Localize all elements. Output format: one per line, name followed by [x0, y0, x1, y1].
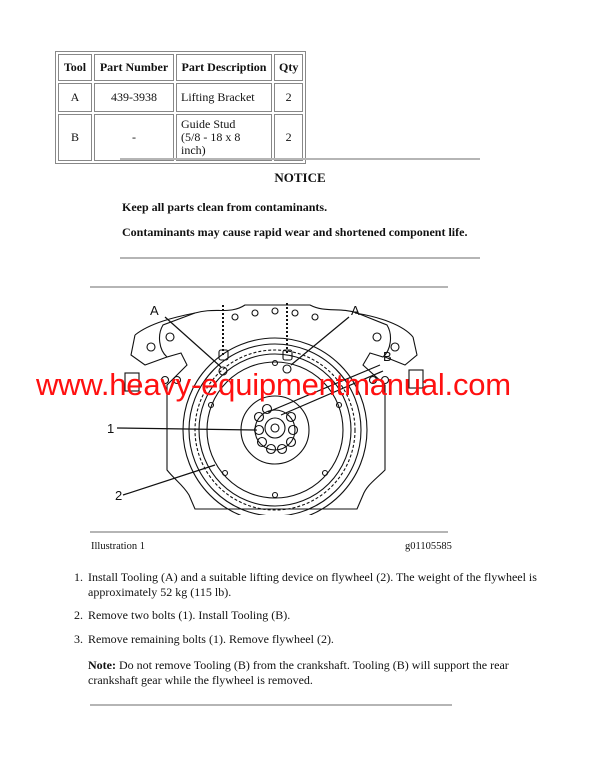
notice-top-divider [120, 158, 480, 160]
flywheel-illustration [95, 295, 455, 515]
description-line-2: (5/8 - 18 x 8 inch) [181, 130, 241, 157]
cell-qty: 2 [274, 83, 303, 112]
cell-description: Lifting Bracket [176, 83, 272, 112]
cell-tool: A [58, 83, 92, 112]
watermark-text: www.heavy-equipmentmanual.com [36, 367, 511, 402]
notice-line-1: Keep all parts clean from contaminants. [122, 200, 328, 214]
note-text: Do not remove Tooling (B) from the crankshaft. Tooling (B) will support the rear crankshaft gear while the flywheel is removed. [88, 658, 509, 687]
callout-b: B [383, 349, 392, 364]
step-text: Install Tooling (A) and a suitable lifting device on flywheel (2). The weight of the flywheel is approximately 52 kg (115 lb). [88, 570, 537, 599]
callout-2: 2 [115, 488, 123, 503]
illustration-id: g01105585 [405, 541, 452, 552]
callout-a-right: A [351, 303, 360, 318]
note-label: Note: [88, 658, 116, 672]
step-number: 3. [74, 632, 83, 646]
illustration-top-divider [90, 286, 448, 288]
step-number: 2. [74, 608, 83, 622]
step-text: Remove two bolts (1). Install Tooling (B). [88, 608, 291, 622]
notice-title: NOTICE [274, 170, 326, 185]
cell-part-number: 439-3938 [94, 83, 174, 112]
callout-1: 1 [107, 421, 115, 436]
cell-description [176, 114, 272, 161]
header-tool: Tool [58, 54, 92, 81]
table-row [58, 83, 303, 112]
illustration-caption: Illustration 1 [91, 541, 145, 552]
note [88, 658, 538, 688]
callout-a-left: A [150, 303, 159, 318]
table-row [58, 114, 303, 161]
step-text: Remove remaining bolts (1). Remove flywheel (2). [88, 632, 334, 646]
cell-part-number: - [94, 114, 174, 161]
description-line-1: Guide Stud [181, 117, 236, 131]
header-part-description: Part Description [176, 54, 272, 81]
cell-qty: 2 [274, 114, 303, 161]
header-part-number: Part Number [94, 54, 174, 81]
cell-tool: B [58, 114, 92, 161]
header-qty: Qty [274, 54, 303, 81]
tools-table [55, 51, 306, 164]
notice-line-2: Contaminants may cause rapid wear and shortened component life. [122, 225, 468, 239]
notice-bottom-divider [120, 257, 480, 259]
illustration-bottom-divider [90, 531, 448, 533]
step-number: 1. [74, 570, 83, 584]
bottom-divider [90, 704, 452, 706]
table-header-row [58, 54, 303, 81]
